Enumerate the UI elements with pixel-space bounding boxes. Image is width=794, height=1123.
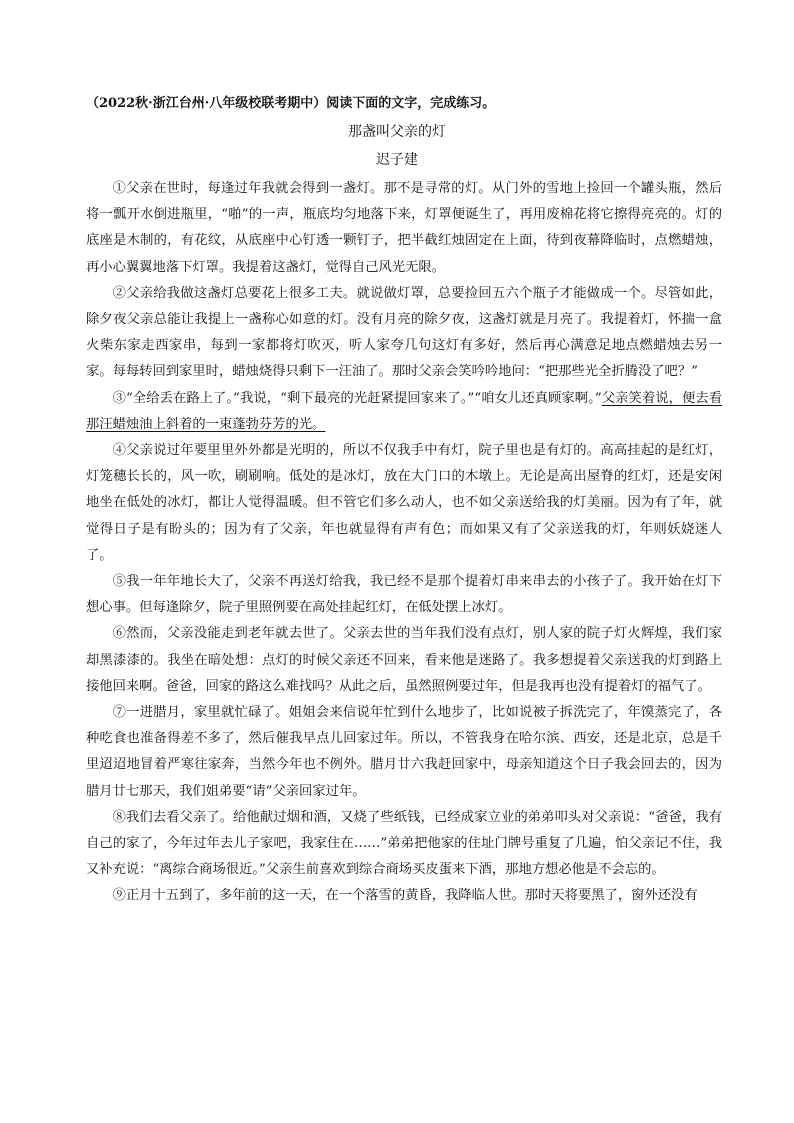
- paragraph-3-underlined-sentence: 父亲笑着说，便去看那汪蜡烛油上斜着的一束蓬勃芬芳的光。: [86, 390, 723, 432]
- paragraph-5: ⑤我一年年地长大了，父亲不再送灯给我，我已经不是那个提着灯串来串去的小孩子了。我开始在灯下想心事。但每逢除夕，院子里照例要在高处挂起红灯，在低处摆上冰灯。: [86, 574, 722, 616]
- essay-body: [86, 176, 722, 910]
- essay-title: 那盏叫父亲的灯: [348, 124, 446, 140]
- question-header: （2022秋·浙江台州·八年级校联考期中）阅读下面的文字，完成练习。: [86, 96, 496, 111]
- essay-author: 迟子建: [376, 152, 418, 168]
- paragraph-9: ⑨正月十五到了，多年前的这一天，在一个落雪的黄昏，我降临人世。那时天将要黑了，窗外还没有: [112, 888, 698, 904]
- paragraph-3-text: ③“全给丢在路上了。”我说，“剩下最亮的光赶紧提回家来了。”“咱女儿还真顾家啊。”: [112, 390, 602, 406]
- paragraph-8: ⑧我们去看父亲了。给他献过烟和酒，又烧了些纸钱，已经成家立业的弟弟叩头对父亲说：“爸爸，我有自己的家了，今年过年去儿子家吧，我家住在……”弟弟把他家的住址门牌号重复了几遍，怕父亲记不住，我又补充说：“离综合商场很近。”父亲生前喜欢到综合商场买皮蛋来下酒，那地方想必他是不会忘的。: [86, 809, 722, 878]
- paragraph-6: ⑥然而，父亲没能走到老年就去世了。父亲去世的当年我们没有点灯，别人家的院子灯火辉煌，我们家却黑漆漆的。我坐在暗处想：点灯的时候父亲还不回来，看来他是迷路了。我多想提着父亲送我的灯到路上接他回来啊。爸爸，回家的路这么难找吗？从此之后，虽然照例要过年，但是我再也没有提着灯的福气了。: [86, 626, 722, 694]
- paragraph-3: [86, 386, 722, 438]
- paragraph-2: ②父亲给我做这盏灯总要花上很多工夫。就说做灯罩，总要捡回五六个瓶子才能做成一个。尽管如此，除夕夜父亲总能让我提上一盏称心如意的灯。没有月亮的除夕夜，这盏灯就是月亮了。我提着灯，怀揣一盒火柴东家走西家串，每到一家都将灯吹灭，听人家夸几句这灯有多好，然后再心满意足地点燃蜡烛去另一家。每每转回到家里时，蜡烛烧得只剩下一汪油了。那时父亲会笑吟吟地问：“把那些光全折腾没了吧？”: [86, 285, 722, 380]
- paragraph-4: ④父亲说过年要里里外外都是光明的，所以不仅我手中有灯，院子里也是有灯的。高高挂起的是红灯，灯笼穗长长的，风一吹，刷刷响。低处的是冰灯，放在大门口的木墩上。无论是高出屋脊的红灯，还是安闲地坐在低处的冰灯，都让人觉得温暖。但不管它们多么动人，也不如父亲送给我的灯美丽。因为有了年，就觉得日子是有盼头的；因为有了父亲，年也就显得有声有色；而如果又有了父亲送我的灯，年则妖娆迷人了。: [86, 443, 722, 563]
- paragraph-1: ①父亲在世时，每逢过年我就会得到一盏灯。那不是寻常的灯。从门外的雪地上捡回一个罐头瓶，然后将一瓢开水倒进瓶里，“啪”的一声，瓶底均匀地落下来，灯罩便诞生了，再用废棉花将它擦得亮亮的。灯的底座是木制的，有花纹，从底座中心钉透一颗钉子，把半截红烛固定在上面，待到夜幕降临时，点燃蜡烛，再小心翼翼地落下灯罩。我提着这盏灯，觉得自己风光无限。: [86, 181, 722, 275]
- paragraph-7: ⑦一进腊月，家里就忙碌了。姐姐会来信说年忙到什么地步了，比如说被子拆洗完了，年馍蒸完了，各种吃食也准备得差不多了，然后催我早点儿回家过年。所以，不管我身在哈尔滨、西安，还是北京，总是千里迢迢地冒着严寒往家奔，当然今年也不例外。腊月廿六我赶回家中，母亲知道这个日子我会回去的，因为腊月廿七那天，我们姐弟要“请”父亲回家过年。: [86, 705, 722, 799]
